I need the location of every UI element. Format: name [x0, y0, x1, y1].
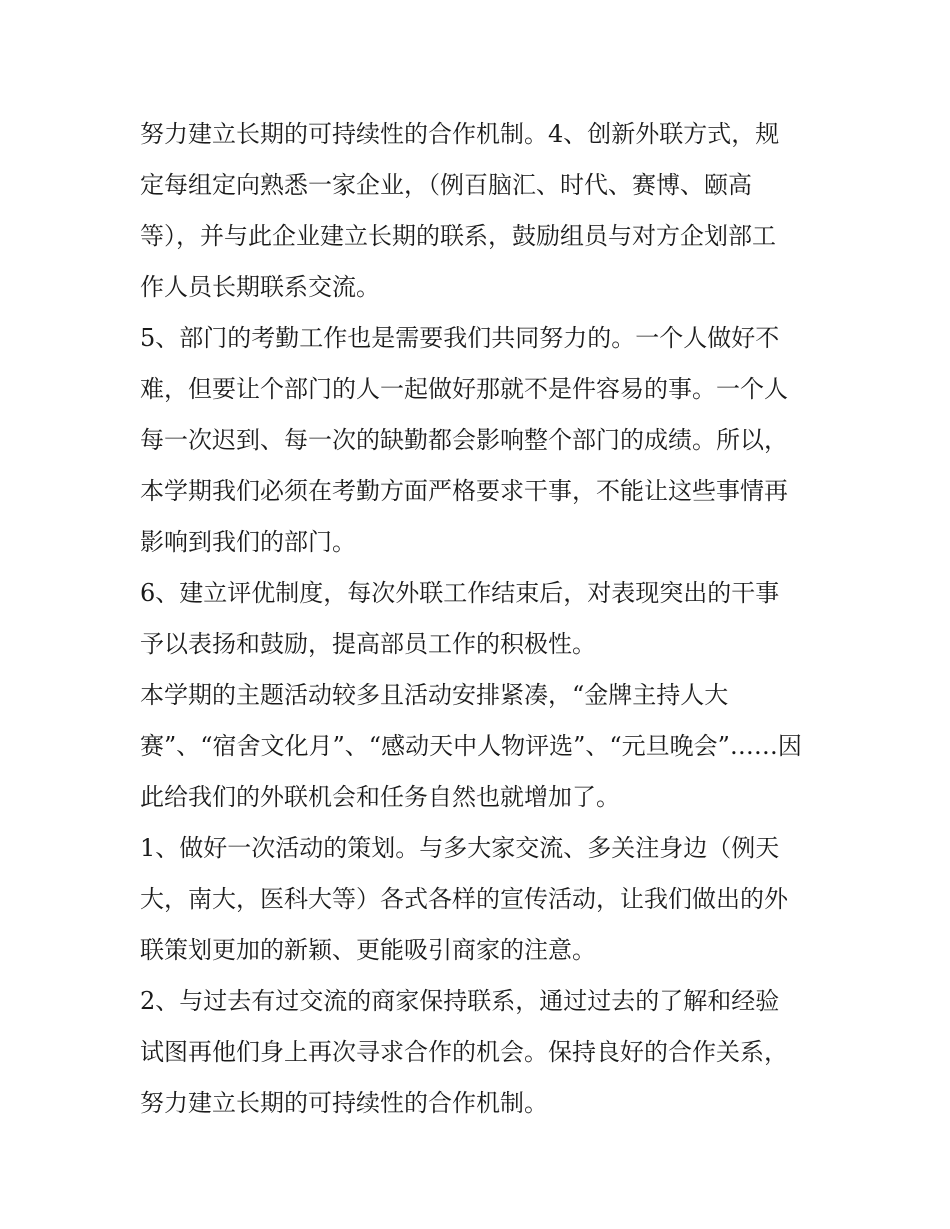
text-line: 努力建立长期的可持续性的合作机制。 — [140, 1089, 548, 1117]
text-line: 6、建立评优制度，每次外联工作结束后，对表现突出的干事 — [140, 579, 780, 607]
text-line: 大，南大，医科大等）各式各样的宣传活动，让我们做出的外 — [140, 885, 788, 913]
text-line: 作人员长期联系交流。 — [140, 273, 380, 301]
text-line: 联策划更加的新颖、更能吸引商家的注意。 — [140, 936, 596, 964]
text-line: 等），并与此企业建立长期的联系，鼓励组员与对方企划部工 — [140, 222, 776, 250]
text-line: 本学期我们必须在考勤方面严格要求干事，不能让这些事情再 — [140, 477, 788, 505]
text-line: 影响到我们的部门。 — [140, 528, 356, 556]
text-line: 赛”、“宿舍文化月”、“感动天中人物评选”、“元旦晚会”……因 — [140, 732, 802, 760]
text-line: 5、部门的考勤工作也是需要我们共同努力的。一个人做好不 — [140, 324, 780, 352]
text-line: 努力建立长期的可持续性的合作机制。4、创新外联方式，规 — [140, 120, 780, 148]
text-line: 试图再他们身上再次寻求合作的机会。保持良好的合作关系， — [140, 1038, 788, 1066]
text-line: 予以表扬和鼓励，提高部员工作的积极性。 — [140, 630, 596, 658]
document-body — [140, 109, 820, 1129]
text-line: 每一次迟到、每一次的缺勤都会影响整个部门的成绩。所以， — [140, 426, 788, 454]
text-line: 此给我们的外联机会和任务自然也就增加了。 — [140, 783, 620, 811]
text-line: 难，但要让个部门的人一起做好那就不是件容易的事。一个人 — [140, 375, 788, 403]
text-line: 定每组定向熟悉一家企业，（例百脑汇、时代、赛博、颐高 — [140, 171, 752, 199]
text-line: 1、做好一次活动的策划。与多大家交流、多关注身边（例天 — [140, 834, 780, 862]
text-line: 本学期的主题活动较多且活动安排紧凑，“金牌主持人大 — [140, 681, 729, 709]
text-line: 2、与过去有过交流的商家保持联系，通过过去的了解和经验 — [140, 987, 780, 1015]
